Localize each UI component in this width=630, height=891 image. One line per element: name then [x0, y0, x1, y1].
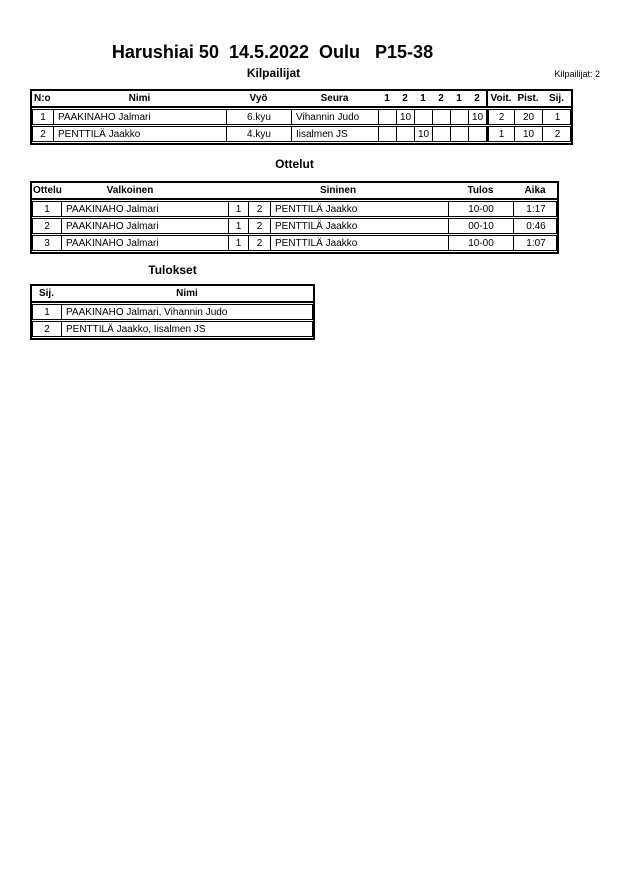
- cell-score-6: 10: [469, 110, 487, 124]
- column-header-score-5: 1: [456, 93, 462, 104]
- cell-aika: 0:46: [526, 220, 546, 232]
- cell-sij: 2: [33, 322, 62, 336]
- tulokset-table: [30, 284, 315, 340]
- ottelut-header-row: [32, 183, 557, 200]
- cell-voit: 2: [487, 110, 515, 124]
- cell-voit: 1: [487, 127, 515, 141]
- cell-seura: Iisalmen JS: [292, 127, 379, 141]
- cell-sininen: PENTTILÄ Jaakko: [271, 219, 449, 233]
- cell-vyo: 6.kyu: [227, 110, 292, 124]
- cell-score-6: [469, 127, 487, 141]
- page-title: Harushiai 50 14.5.2022 Oulu P15-38: [111, 42, 434, 62]
- cell-score-1: [379, 110, 397, 124]
- cell-score-5: [451, 127, 469, 141]
- column-header-score-6: 2: [474, 93, 480, 104]
- column-header-tulos: Tulos: [467, 185, 494, 196]
- column-header-ottelu: Ottelu: [33, 185, 62, 196]
- ottelut-table: [30, 181, 559, 254]
- cell-score-4: [433, 127, 451, 141]
- cell-valkoinen: PAAKINAHO Jalmari: [62, 202, 229, 216]
- tulokset-row: [32, 304, 313, 320]
- section-title-tulokset: Tulokset: [148, 263, 197, 277]
- column-header-score-1: 1: [384, 93, 390, 104]
- cell-score-2: 10: [397, 110, 415, 124]
- cell-ottelu: 2: [33, 219, 62, 233]
- column-header-pist: Pist.: [517, 93, 539, 104]
- cell-score-4: [433, 110, 451, 124]
- column-header-score-2: 2: [402, 93, 408, 104]
- cell-blue-num: 2: [249, 202, 271, 216]
- kilpailijat-row: [32, 126, 571, 142]
- kilpailijat-table: [30, 89, 573, 145]
- column-header-score-3: 1: [420, 93, 426, 104]
- cell-vyo: 4.kyu: [227, 127, 292, 141]
- cell-aika: 1:07: [526, 237, 546, 249]
- cell-sij: 1: [33, 305, 62, 319]
- competitors-count-label: Kilpailijat: 2: [554, 69, 600, 79]
- ottelut-row: [32, 235, 557, 251]
- column-header-aika: Aika: [524, 185, 546, 196]
- cell-sij: 2: [554, 128, 561, 140]
- cell-seura: Vihannin Judo: [292, 110, 379, 124]
- column-header-voit: Voit.: [486, 91, 514, 106]
- cell-white-num: 1: [229, 236, 249, 250]
- cell-score-3: 10: [415, 127, 433, 141]
- cell-blue-num: 2: [249, 219, 271, 233]
- kilpailijat-header-row: [32, 91, 571, 108]
- cell-blue-num: 2: [249, 236, 271, 250]
- cell-score-3: [415, 110, 433, 124]
- cell-aika: 1:17: [526, 203, 546, 215]
- cell-pist: 10: [515, 127, 543, 141]
- ottelut-row: [32, 201, 557, 217]
- column-header-score-4: 2: [438, 93, 444, 104]
- cell-white-num: 1: [229, 202, 249, 216]
- tulokset-header-row: [32, 286, 313, 303]
- cell-score-2: [397, 127, 415, 141]
- cell-sij: 1: [554, 111, 561, 123]
- cell-ottelu: 1: [33, 202, 62, 216]
- cell-pist: 20: [515, 110, 543, 124]
- cell-sininen: PENTTILÄ Jaakko: [271, 202, 449, 216]
- cell-nimi: PENTTILÄ Jaakko: [54, 127, 227, 141]
- cell-no: 2: [33, 127, 54, 141]
- kilpailijat-row: [32, 109, 571, 125]
- cell-nimi: PENTTILÄ Jaakko, Iisalmen JS: [66, 323, 206, 335]
- cell-ottelu: 3: [33, 236, 62, 250]
- column-header-valkoinen: Valkoinen: [106, 185, 154, 196]
- cell-nimi: PAAKINAHO Jalmari: [54, 110, 227, 124]
- column-header-sij: Sij.: [548, 93, 564, 104]
- cell-tulos: 00-10: [449, 219, 514, 233]
- ottelut-row: [32, 218, 557, 234]
- column-header-sininen: Sininen: [319, 185, 357, 196]
- tulokset-row: [32, 321, 313, 337]
- section-title-kilpailijat: Kilpailijat: [246, 66, 301, 80]
- column-header-nimi: Nimi: [128, 93, 151, 104]
- cell-tulos: 10-00: [449, 202, 514, 216]
- column-header-nimi: Nimi: [176, 288, 198, 299]
- column-header-no: N:o: [34, 93, 51, 104]
- cell-no: 1: [33, 110, 54, 124]
- column-header-vyo: Vyö: [249, 93, 268, 104]
- cell-valkoinen: PAAKINAHO Jalmari: [62, 219, 229, 233]
- cell-nimi: PAAKINAHO Jalmari, Vihannin Judo: [66, 306, 228, 318]
- column-header-sij: Sij.: [38, 288, 54, 299]
- cell-white-num: 1: [229, 219, 249, 233]
- cell-score-1: [379, 127, 397, 141]
- cell-score-5: [451, 110, 469, 124]
- cell-valkoinen: PAAKINAHO Jalmari: [62, 236, 229, 250]
- cell-tulos: 10-00: [449, 236, 514, 250]
- cell-sininen: PENTTILÄ Jaakko: [271, 236, 449, 250]
- column-header-seura: Seura: [320, 93, 349, 104]
- section-title-ottelut: Ottelut: [275, 157, 314, 171]
